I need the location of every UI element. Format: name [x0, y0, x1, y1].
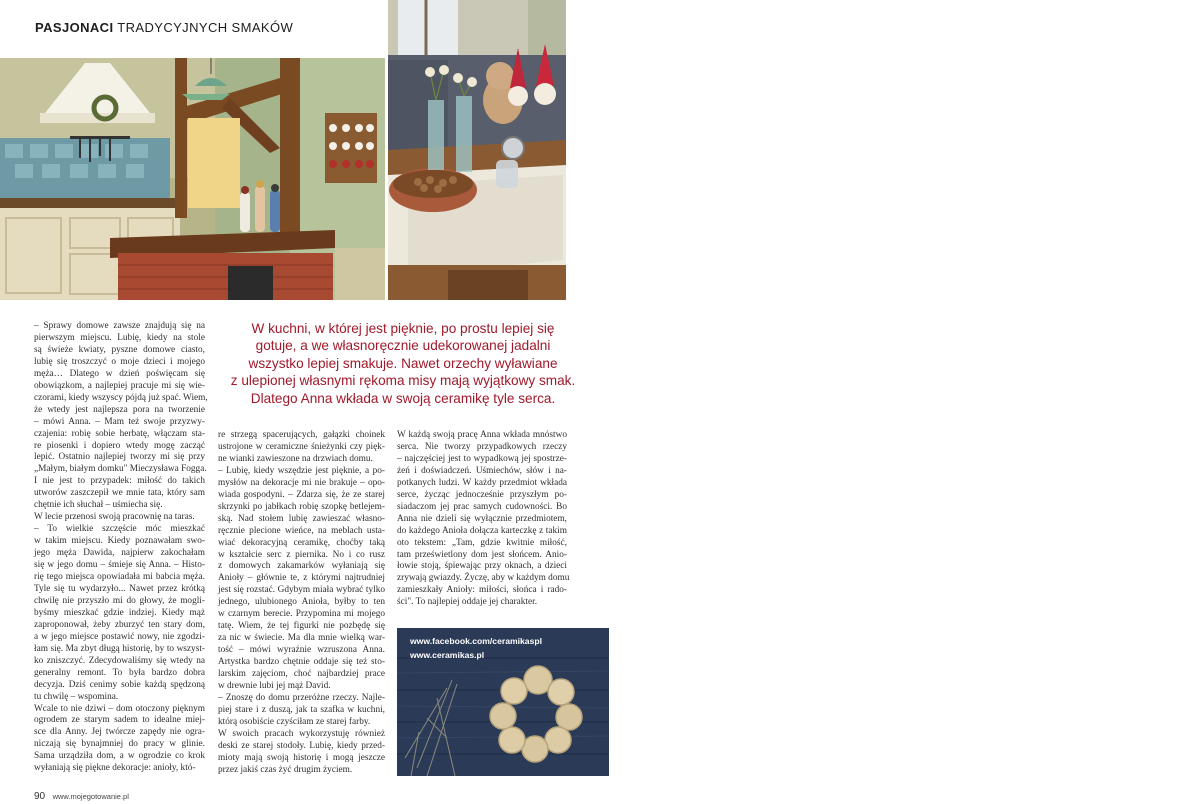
article-line: Wcale to nie dziwi – dom otoczony pięknym: [34, 703, 205, 714]
article-line: Artystka bardzo chętnie oddaje się też sto-: [218, 657, 385, 668]
article-line: lepić. Ostatnio najlepiej tworzy mi się przy: [34, 452, 205, 463]
article-line: serce, życząc jednocześnie przyszłym po-: [397, 489, 567, 500]
article-line: ści". To najlepiej oddaje jej charakter.: [397, 597, 538, 608]
page-number: 90: [34, 791, 46, 802]
article-line: – Sprawy domowe zawsze znajdują się na: [34, 321, 205, 331]
article-line: byśmy mieszkać gdzie indziej. Kiedy mąż: [34, 607, 205, 618]
article-line: ko zniszczyć. Zdecydowaliśmy się wtedy na: [34, 655, 205, 666]
kitchen-photo: [0, 58, 385, 300]
article-line: tam prześwietlony dom jest słońcem. Anio-: [397, 549, 567, 560]
article-line: w czarnym berecie. Przypomina mi mojego: [218, 609, 385, 620]
article-line: Tyle się tu wydarzyło... Nawet przez krótką: [34, 583, 205, 594]
article-line: obowiązkom, a najlepiej pracuje mi się wie-: [34, 380, 205, 391]
article-line: oto tekstem: „Tam, gdzie kwitnie miłość,: [397, 537, 567, 548]
article-line: – To wielkie szczęście móc mieszkać: [34, 524, 205, 535]
article-line: rię tego miejsca opowiadała mi babcia męża.: [34, 572, 205, 583]
article-line: za nic w świecie. Ma dla mnie wielką war-: [218, 633, 385, 644]
article-line: łam się. Ma zbyt długą historię, by to wszyst-: [34, 643, 205, 654]
article-line: Sama urządziła dom, a w ogrodzie co krok: [34, 751, 205, 762]
article-line: w kształcie serc z piernika. No i co rusz: [218, 549, 385, 560]
article-line: lubię się troszczyć o moje dzieci i mojego: [34, 356, 205, 367]
pull-quote-line: gotuje, a we własnoręcznie udekorowanej jadalni: [255, 338, 551, 354]
article-line: ogrodem ze starym sadem to idealne miej-: [34, 715, 205, 726]
article-line: w drewnie lubi jej mąż David.: [218, 681, 331, 692]
article-line: tu chwilę – wspomina.: [34, 691, 119, 702]
article-line: piej stare i z duszą, jak ta szafka w kuchni,: [218, 704, 385, 715]
article-line: zrywają gwiazdy. Życzę, aby w każdym domu: [397, 573, 570, 584]
article-line: ręcznie plecione wieńce, na meblach usta-: [218, 525, 385, 536]
article-line: potkanych ludzi. W każdy przedmiot wkłada: [397, 477, 567, 488]
article-line: tatę. Wiem, że tej figurki nie pozbędę się: [218, 621, 385, 632]
article-line: serca. Nie tworzy przypadkowych rzeczy: [397, 441, 567, 452]
pull-quote-line: Dlatego Anna wkłada w swoją ceramikę tyle serca.: [250, 390, 556, 406]
article-line: pierwszym miejscu. Lubię, kiedy na stole: [34, 332, 205, 343]
section-header-bold: PASJONACI: [35, 20, 114, 35]
article-line: się w jego domu – śmieje się Anna. – Histo-: [34, 560, 205, 571]
article-line: z domowych zakamarków wyłaniają się: [218, 561, 385, 572]
article-column-3: [397, 430, 570, 609]
page-footer: [34, 786, 129, 804]
article-line: – Znoszę do domu przeróżne rzeczy. Najle-: [218, 692, 385, 703]
dining-photo: [388, 0, 566, 300]
article-line: przez jakiś czas żyć drugim życiem.: [218, 764, 353, 775]
pull-quote: [222, 320, 584, 407]
article-line: wiać dekoracyjną ceramikę, choćby taką: [218, 537, 385, 548]
pull-quote-line: W kuchni, w której jest pięknie, po prostu lepiej się: [251, 321, 555, 336]
pull-quote-line: wszystko lepiej smakuje. Nawet orzechy wyławiane: [248, 355, 558, 371]
pull-quote-line: z ulepionej własnymi rękoma misy mają wyjątkowy smak.: [230, 373, 576, 389]
footer-website[interactable]: www.mojegotowanie.pl: [52, 792, 129, 801]
article-line: re strzegą spacerujących, gałązki choinek: [218, 430, 385, 440]
article-line: tość – mówi wyraźnie wzruszona Anna.: [218, 645, 385, 656]
article-line: W każdą swoją pracę Anna wkłada mnóstwo: [397, 430, 567, 440]
article-line: jego męża Dawida, najpierw zakochałam: [34, 548, 205, 559]
article-line: w takim miejscu. Kiedy poznawałam swo-: [34, 536, 205, 547]
article-line: do każdego Anioła dołącza karteczkę z takim: [397, 525, 567, 536]
article-line: żeń i doświadczeń. Uśmiechów, słów i na-: [397, 465, 567, 476]
article-line: zaproponował, żeby zburzyć ten stary dom,: [34, 619, 205, 630]
article-line: są świeże kwiaty, pyszne domowe ciasto,: [34, 344, 205, 355]
article-line: jednego, ulubionego Anioła, byłby to ten: [218, 597, 385, 608]
article-line: W swoich pracach wykorzystuję również: [218, 728, 385, 739]
article-line: ską. Nad stołem lubię zawieszać własno-: [218, 513, 385, 524]
article-line: – najczęściej jest to wypadkową jej spostrze-: [397, 453, 567, 464]
article-line: siadaczom jej prac samych cudowności. Bo: [397, 501, 567, 512]
article-line: ustrojone w ceramiczne śnieżynki czy pięk-: [218, 441, 385, 452]
article-line: re piosenki i dopiero wtedy mogę zacząć: [34, 440, 205, 451]
article-column-2: [218, 430, 385, 777]
article-line: utworów zaszczepił we mnie tata, który sam: [34, 488, 205, 499]
article-column-1: [34, 321, 208, 775]
article-line: męża… Dlatego w dzień poświęcam się: [34, 368, 205, 379]
article-line: że wtedy jest najlepsza pora na tworzenie: [34, 404, 205, 415]
article-line: deski ze starej stodoły. Lubię, kiedy przed-: [218, 740, 385, 751]
article-line: chwilę nie przyszło mi do głowy, że mogli-: [34, 595, 205, 606]
article-line: jest się rozstać. Gdybym miała wybrać tylko: [218, 585, 385, 596]
article-line: mysłów na dekoracje mi nie brakuje – opo-: [218, 477, 385, 488]
article-line: chętnie ich słuchał – uśmiecha się.: [34, 500, 163, 511]
article-line: zamieszkały Anioły: miłości, słońca i rado-: [397, 585, 567, 596]
website-link[interactable]: www.ceramikas.pl: [410, 650, 485, 660]
wreath-caption: [410, 634, 542, 662]
article-line: generalny remont. To była bardzo dobra: [34, 667, 205, 678]
facebook-link[interactable]: www.facebook.com/ceramikaspl: [410, 636, 542, 646]
article-line: niczają się bynajmniej do pracy w glinie.: [34, 739, 205, 750]
article-line: Anna nie dzieli się wyłącznie przedmiotem,: [397, 513, 567, 524]
article-line: Anioły – głównie te, z którymi najtrudniej: [218, 573, 385, 584]
section-header-light: TRADYCYJNYCH SMAKÓW: [117, 20, 294, 35]
article-line: skrzynki po jabłkach robię szopkę betlejem-: [218, 501, 385, 512]
article-line: czajenia: robię sobie herbatę, włączam sta-: [34, 428, 205, 439]
article-line: wyłaniają się piękne dekoracje: anioły, któ-: [34, 763, 196, 774]
article-line: „Małym, białym domku" Mieczysława Fogga.: [34, 464, 207, 475]
article-line: a w jego miejsce postawić nowy, nie zgodzi-: [34, 631, 205, 642]
article-line: larskim zajęciom, choć najbardziej prace: [218, 669, 385, 680]
article-line: sce dla Anny. Jej twórcze zapędy nie ogra-: [34, 727, 205, 738]
article-line: łowie stoją, śpiewając przy oknach, a dzieci: [397, 561, 567, 572]
article-line: wiada gospodyni. – Zdarza się, że ze starej: [218, 489, 385, 500]
article-line: czorami, kiedy wszyscy pójdą już spać. Wiem,: [34, 392, 208, 403]
article-line: I nie jest to przypadek: miłość do takich: [34, 476, 205, 487]
article-line: ne wianki zawieszone na drzwiach domu.: [218, 453, 373, 464]
article-line: mioty mają swoją historię i mogą jeszcze: [218, 752, 385, 763]
article-line: decyzja. Dziś cenimy sobie każdą spędzoną: [34, 679, 205, 690]
article-line: W lecie przenosi swoją pracownię na taras.: [34, 512, 195, 523]
article-line: którą osobiście czyściłam ze starej farby.: [218, 716, 371, 727]
article-line: – Lubię, kiedy wszędzie jest pięknie, a po-: [218, 465, 385, 476]
article-line: – mówi Anna. – Mam też swoje przyzwy-: [34, 416, 205, 427]
section-header: [35, 20, 293, 38]
